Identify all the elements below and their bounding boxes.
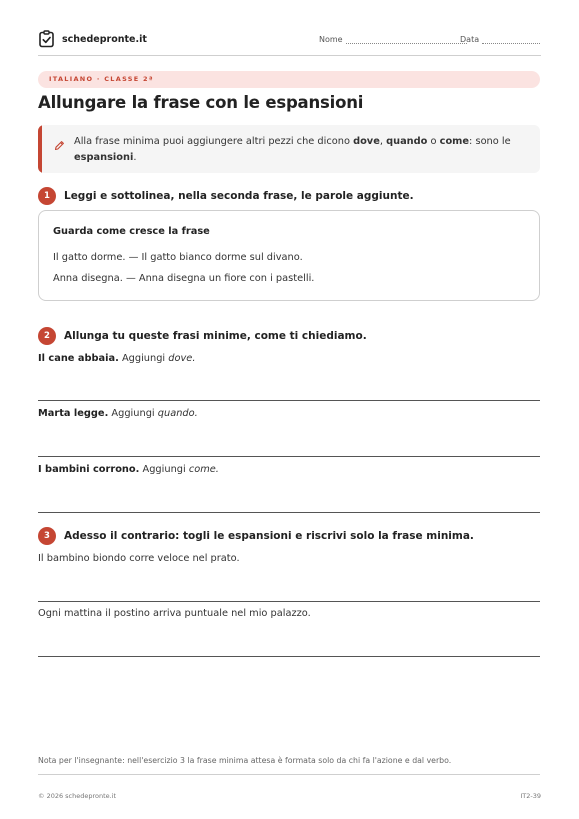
exercise-3-sentence-1: Il bambino biondo corre veloce nel prato. bbox=[38, 553, 240, 564]
footer-copyright: © 2026 schedepronte.it bbox=[38, 792, 117, 800]
answer-line-2-1[interactable] bbox=[38, 400, 540, 401]
callout-accent-bar bbox=[38, 125, 42, 173]
callout-text bbox=[74, 134, 526, 166]
callout-sep-1: , bbox=[379, 136, 387, 147]
answer-line-3-1[interactable] bbox=[38, 601, 540, 602]
callout-text-c: . bbox=[133, 152, 137, 163]
section-3-title: Adesso il contrario: togli le espansioni e riscrivi solo la frase minima. bbox=[64, 530, 474, 542]
teacher-note: Nota per l'insegnante: nell'esercizio 3 la frase minima attesa è formata solo da chi fa l'azione e dal verbo. bbox=[38, 756, 540, 775]
exercise-2-prompt-3 bbox=[38, 464, 219, 475]
hint-target: dove. bbox=[168, 353, 196, 364]
section-3-heading bbox=[38, 527, 474, 545]
keyword-espansioni: espansioni bbox=[74, 152, 134, 163]
hint-target: quando. bbox=[157, 408, 198, 419]
hint-text: Aggiungi bbox=[111, 408, 155, 419]
exercise-3-sentence-2: Ogni mattina il postino arriva puntuale nel mio palazzo. bbox=[38, 608, 311, 619]
hint-target: come. bbox=[188, 464, 219, 475]
page-header bbox=[38, 30, 541, 56]
hint-text: Aggiungi bbox=[121, 353, 166, 364]
callout-text-b: : sono le bbox=[469, 136, 511, 147]
answer-line-2-2[interactable] bbox=[38, 456, 540, 457]
callout-text-a: Alla frase minima puoi aggiungere altri pezzi che dicono bbox=[74, 136, 354, 147]
name-field[interactable] bbox=[319, 35, 467, 44]
section-1-heading bbox=[38, 187, 414, 205]
exercise-2-prompt-1 bbox=[38, 353, 195, 364]
callout-sep-2: o bbox=[427, 136, 440, 147]
date-blank[interactable] bbox=[482, 35, 540, 44]
page-title: Allungare la frase con le espansioni bbox=[38, 93, 364, 112]
brand bbox=[38, 30, 147, 48]
date-label: Data bbox=[460, 35, 480, 44]
tip-callout bbox=[38, 125, 540, 173]
section-3-number: 3 bbox=[38, 527, 56, 545]
minimal-sentence: I bambini corrono. bbox=[38, 464, 140, 475]
keyword-quando: quando bbox=[386, 136, 428, 147]
subject-badge bbox=[38, 71, 540, 88]
example-box-title: Guarda come cresce la frase bbox=[53, 226, 210, 237]
example-line-2[interactable]: Anna disegna. — Anna disegna un fiore con i pastelli. bbox=[53, 273, 315, 284]
hint-text: Aggiungi bbox=[142, 464, 186, 475]
keyword-come: come bbox=[439, 136, 470, 147]
section-1-number: 1 bbox=[38, 187, 56, 205]
section-2-number: 2 bbox=[38, 327, 56, 345]
section-2-title: Allunga tu queste frasi minime, come ti chiediamo. bbox=[64, 330, 367, 342]
exercise-2-prompt-2 bbox=[38, 408, 198, 419]
example-line-1[interactable]: Il gatto dorme. — Il gatto bianco dorme sul divano. bbox=[53, 252, 303, 263]
section-2-heading bbox=[38, 327, 367, 345]
pencil-icon bbox=[54, 136, 65, 147]
checklist-clipboard-icon bbox=[38, 30, 56, 48]
section-1-title: Leggi e sottolinea, nella seconda frase, le parole aggiunte. bbox=[64, 190, 414, 202]
footer-code: IT2-39 bbox=[520, 792, 541, 800]
subject-badge-text: ITALIANO · CLASSE 2ª bbox=[49, 74, 154, 83]
date-field[interactable] bbox=[460, 35, 540, 44]
name-label: Nome bbox=[319, 35, 343, 44]
answer-line-3-2[interactable] bbox=[38, 656, 540, 657]
brand-name: schedepronte.it bbox=[62, 33, 147, 45]
example-box bbox=[38, 210, 540, 301]
minimal-sentence: Il cane abbaia. bbox=[38, 353, 119, 364]
minimal-sentence: Marta legge. bbox=[38, 408, 109, 419]
name-blank[interactable] bbox=[346, 35, 467, 44]
keyword-dove: dove bbox=[353, 136, 380, 147]
answer-line-2-3[interactable] bbox=[38, 512, 540, 513]
